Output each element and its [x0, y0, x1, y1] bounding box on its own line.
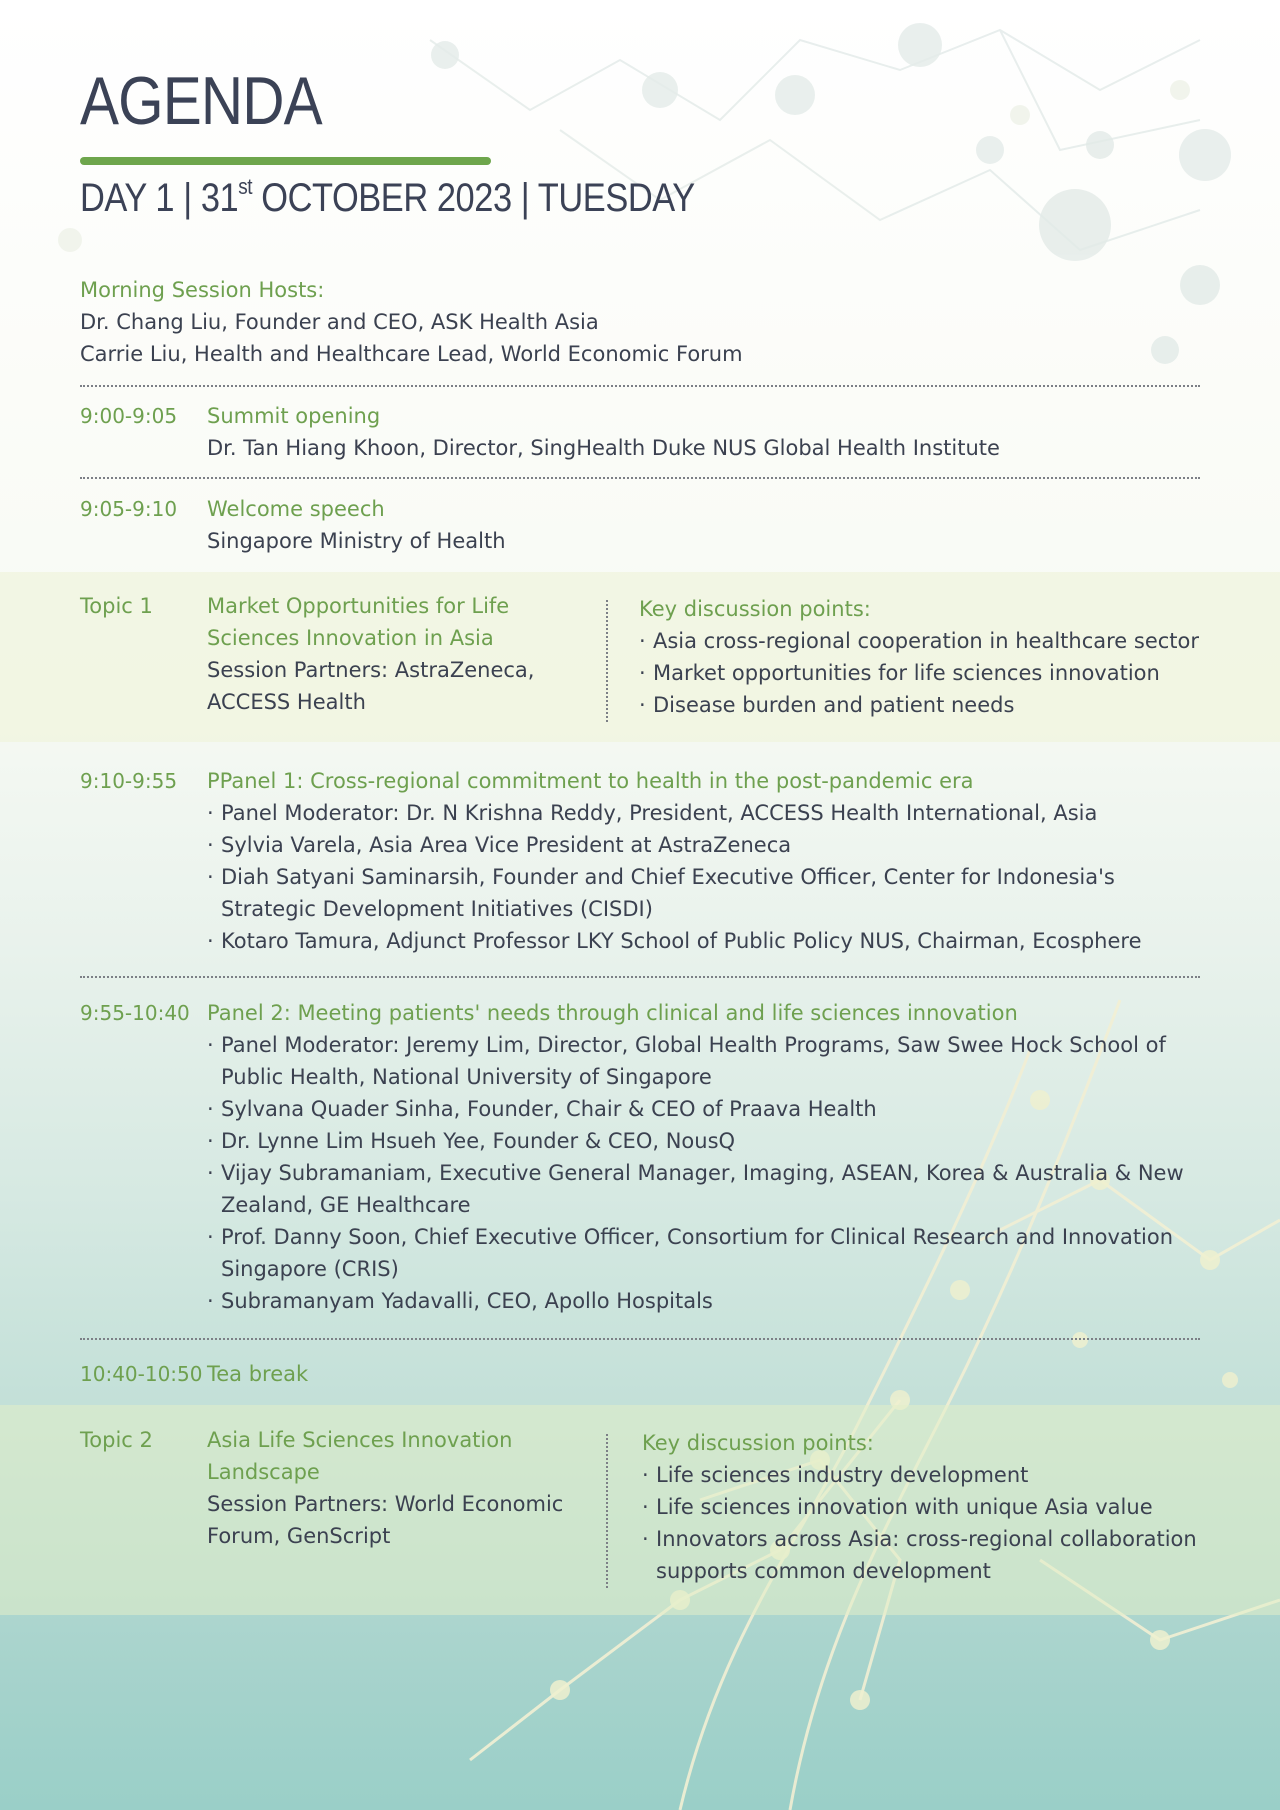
topic-partners-line: Session Partners: AstraZeneca,	[207, 658, 535, 682]
time-slot: 9:05-9:10	[80, 497, 178, 521]
day-heading-ordinal: st	[238, 174, 253, 199]
key-points-label: Key discussion points:	[639, 597, 871, 621]
item-title: Summit opening	[207, 404, 381, 428]
divider	[80, 976, 1200, 978]
item-title: Tea break	[207, 1362, 309, 1386]
host-line: Dr. Chang Liu, Founder and CEO, ASK Health Asia	[80, 310, 599, 334]
hosts-label: Morning Session Hosts:	[80, 278, 325, 302]
agenda-item-welcome	[207, 493, 506, 557]
topic-partners-line: Forum, GenScript	[207, 1524, 391, 1548]
key-point: · Market opportunities for life sciences innovation	[639, 657, 1199, 689]
item-title: PPanel 1: Cross-regional commitment to health in the post-pandemic era	[207, 769, 974, 793]
panel-speaker: · Vijay Subramaniam, Executive General Manager, Imaging, ASEAN, Korea & Australia & New Zealand, GE Healthcare	[207, 1157, 1207, 1221]
time-slot: 9:00-9:05	[80, 404, 178, 428]
panel-speaker: · Sylvia Varela, Asia Area Vice President at AstraZeneca	[207, 829, 1207, 861]
key-point: · Disease burden and patient needs	[639, 689, 1199, 721]
panel-speaker: · Panel Moderator: Jeremy Lim, Director, Global Health Programs, Saw Swee Hock School of Public Health, National University of Singapore	[207, 1029, 1207, 1093]
page-title: AGENDA	[80, 63, 322, 139]
time-slot: 9:10-9:55	[80, 769, 178, 793]
key-point: · Asia cross-regional cooperation in healthcare sector	[639, 625, 1199, 657]
topic-title-line: Landscape	[207, 1460, 320, 1484]
topic-1-key-points	[639, 593, 1199, 721]
day-heading	[80, 176, 695, 221]
panel-speaker: · Panel Moderator: Dr. N Krishna Reddy, President, ACCESS Health International, Asia	[207, 797, 1207, 829]
column-divider	[606, 600, 608, 722]
topic-partners-line: Session Partners: World Economic	[207, 1492, 564, 1516]
item-title: Panel 2: Meeting patients' needs through clinical and life sciences innovation	[207, 1001, 1018, 1025]
divider	[80, 385, 1200, 387]
key-points-label: Key discussion points:	[642, 1431, 874, 1455]
topic-partners-line: ACCESS Health	[207, 690, 366, 714]
panel-speaker: · Sylvana Quader Sinha, Founder, Chair & CEO of Praava Health	[207, 1093, 1207, 1125]
time-slot: 10:40-10:50	[80, 1362, 203, 1386]
topic-2-key-points	[642, 1427, 1202, 1587]
host-line: Carrie Liu, Health and Healthcare Lead, World Economic Forum	[80, 342, 743, 366]
time-slot: 9:55-10:40	[80, 1001, 190, 1025]
key-point: · Life sciences industry development	[642, 1459, 1202, 1491]
panel-speaker: · Kotaro Tamura, Adjunct Professor LKY School of Public Policy NUS, Chairman, Ecosphere	[207, 925, 1207, 957]
panel-speaker: · Dr. Lynne Lim Hsueh Yee, Founder & CEO, NousQ	[207, 1125, 1207, 1157]
divider	[80, 1338, 1200, 1340]
item-speaker: Dr. Tan Hiang Khoon, Director, SingHealth Duke NUS Global Health Institute	[207, 436, 1000, 460]
divider	[80, 477, 1200, 479]
agenda-item-panel-2	[207, 997, 1207, 1317]
column-divider	[606, 1434, 608, 1588]
topic-2-details	[207, 1424, 597, 1552]
title-underline	[80, 157, 491, 165]
topic-label: Topic 2	[80, 1428, 153, 1452]
key-point: · Life sciences innovation with unique Asia value	[642, 1491, 1202, 1523]
session-hosts	[80, 274, 743, 370]
panel-speaker: · Prof. Danny Soon, Chief Executive Officer, Consortium for Clinical Research and Innovation Singapore (CRIS)	[207, 1221, 1207, 1285]
panel-speaker: · Subramanyam Yadavalli, CEO, Apollo Hospitals	[207, 1285, 1207, 1317]
topic-1-details	[207, 590, 597, 718]
agenda-item-panel-1	[207, 765, 1207, 957]
item-speaker: Singapore Ministry of Health	[207, 529, 506, 553]
agenda-item-tea-break	[207, 1358, 308, 1390]
topic-title-line: Sciences Innovation in Asia	[207, 626, 494, 650]
day-heading-prefix: DAY 1 | 31	[80, 176, 239, 220]
day-heading-suffix: OCTOBER 2023 | TUESDAY	[252, 176, 695, 220]
agenda-item-opening	[207, 400, 1000, 464]
key-point: · Innovators across Asia: cross-regional collaboration supports common development	[642, 1523, 1202, 1587]
panel-speaker: · Diah Satyani Saminarsih, Founder and Chief Executive Officer, Center for Indonesia's Strategic Development Initiatives (CISDI)	[207, 861, 1207, 925]
topic-title-line: Market Opportunities for Life	[207, 594, 510, 618]
topic-title-line: Asia Life Sciences Innovation	[207, 1428, 513, 1452]
topic-label: Topic 1	[80, 594, 153, 618]
item-title: Welcome speech	[207, 497, 385, 521]
